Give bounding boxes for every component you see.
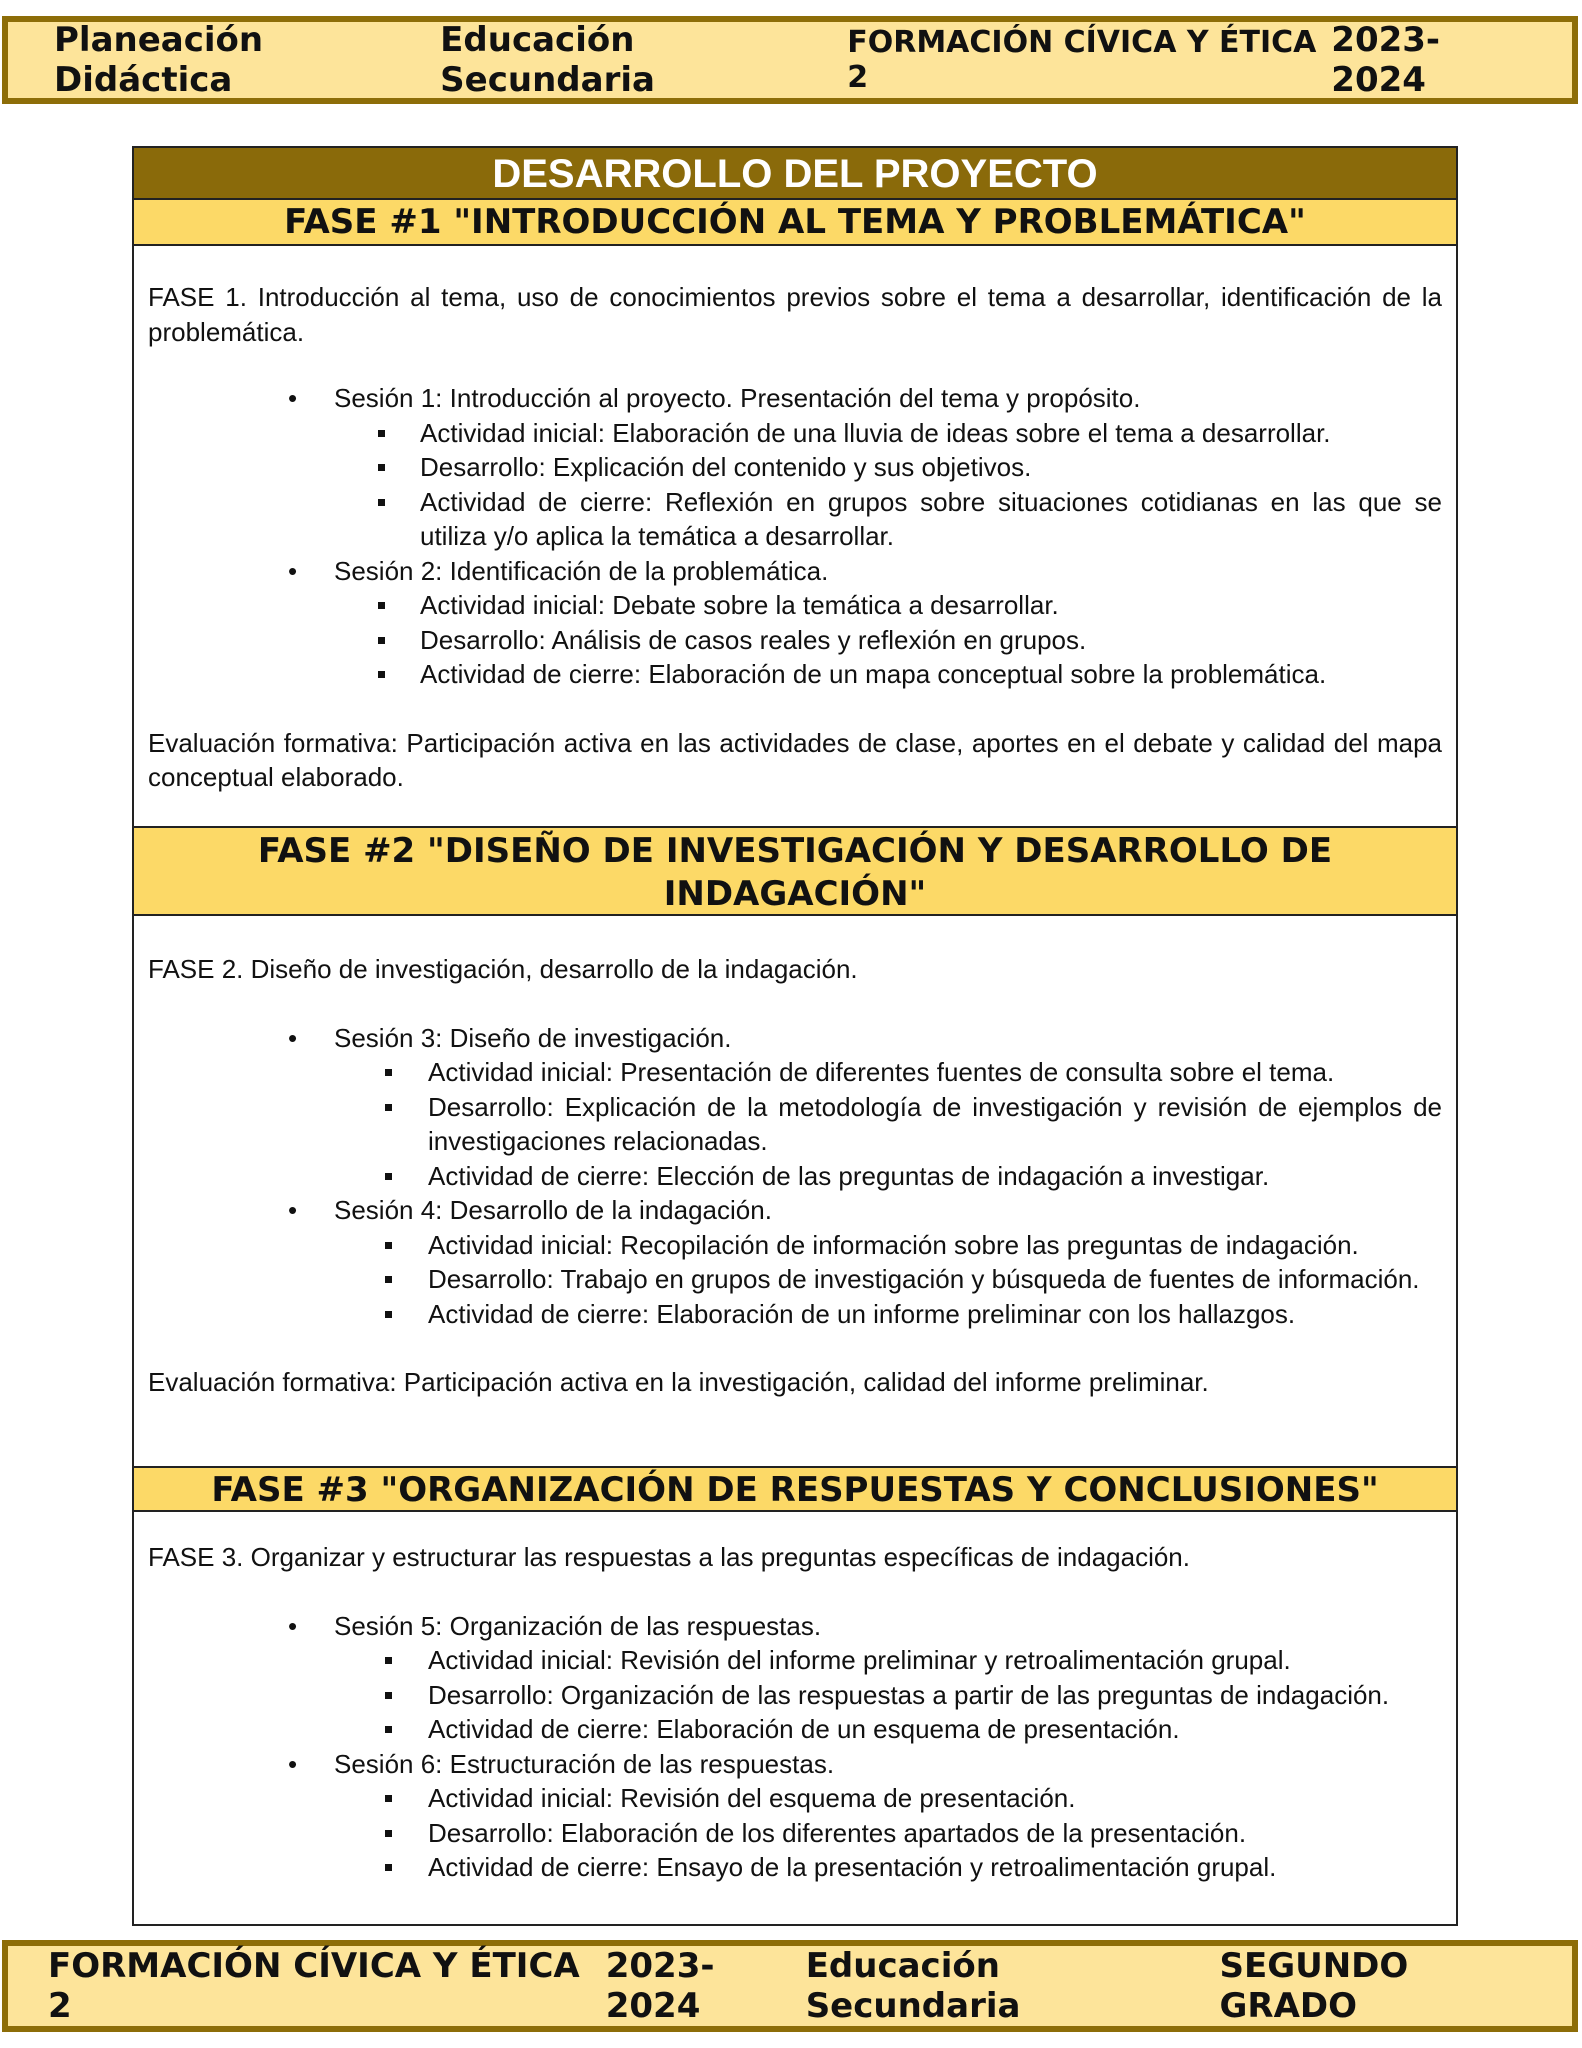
activity-item: Desarrollo: Explicación de la metodología de investigación y revisión de ejemplos de investigaciones relacionadas. [148, 1090, 1442, 1159]
activity-list [334, 588, 1442, 692]
footer-item: FORMACIÓN CÍVICA Y ÉTICA 2 [48, 1946, 580, 2026]
header-item: Planeación Didáctica [54, 20, 264, 100]
phase-heading [134, 200, 1456, 246]
footer-item: Educación Secundaria [805, 1946, 1021, 2026]
activity-item: Actividad inicial: Recopilación de información sobre las preguntas de indagación. [148, 1228, 1442, 1263]
activity-item: Actividad inicial: Elaboración de una lluvia de ideas sobre el tema a desarrollar. [148, 416, 1442, 451]
session-title: Sesión 3: Diseño de investigación. [334, 1022, 732, 1053]
activity-item: Desarrollo: Organización de las respuestas a partir de las preguntas de indagación. [148, 1678, 1442, 1713]
header-item: FORMACIÓN CÍVICA Y ÉTICA 2 [847, 25, 1317, 95]
phase-heading [134, 826, 1456, 916]
activity-item: Actividad de cierre: Ensayo de la presentación y retroalimentación grupal. [148, 1850, 1442, 1885]
footer-item: 2023-2024 [605, 1946, 715, 2026]
session-list [148, 381, 1442, 692]
phase-heading [134, 1466, 1456, 1512]
phase-evaluation: Evaluación formativa: Participación activa en la investigación, calidad del informe preliminar. [148, 1367, 1209, 1397]
session-item [148, 1747, 1442, 1885]
activity-list [334, 1055, 1442, 1193]
header-item: Educación Secundaria [440, 20, 655, 100]
phase-body [134, 1512, 1456, 1885]
phase-heading-line: FASE #3 "ORGANIZACIÓN DE RESPUESTAS Y CONCLUSIONES" [211, 1470, 1379, 1510]
session-title: Sesión 4: Desarrollo de la indagación. [334, 1195, 772, 1225]
session-item [148, 1193, 1442, 1331]
header-item: 2023-2024 [1331, 20, 1441, 100]
phase-intro: FASE 2. Diseño de investigación, desarrollo de la indagación. [148, 954, 858, 984]
phase-heading-line: FASE #2 "DISEÑO DE INVESTIGACIÓN Y DESARROLLO DE [257, 831, 1333, 871]
phase-intro: FASE 3. Organizar y estructurar las respuestas a las preguntas específicas de indagación. [148, 1542, 1190, 1572]
activity-item: Desarrollo: Análisis de casos reales y reflexión en grupos. [148, 623, 1442, 658]
activity-item: Actividad inicial: Debate sobre la temática a desarrollar. [148, 588, 1442, 623]
activity-item: Actividad de cierre: Reflexión en grupos sobre situaciones cotidianas en las que se utiliza y/o aplica la temática a desarrollar. [148, 485, 1442, 554]
phase-body [134, 246, 1456, 826]
phase-body [134, 916, 1456, 1466]
session-title: Sesión 6: Estructuración de las respuestas. [334, 1748, 835, 1779]
phase-heading-line: INDAGACIÓN" [663, 874, 927, 914]
document-title: DESARROLLO DEL PROYECTO [134, 148, 1456, 200]
header-banner [2, 16, 1578, 104]
footer-banner [2, 1940, 1578, 2032]
footer-item: SEGUNDO GRADO [1219, 1946, 1409, 2026]
session-list [148, 1609, 1442, 1885]
activity-item: Desarrollo: Elaboración de los diferentes apartados de la presentación. [148, 1816, 1442, 1851]
activity-item: Actividad de cierre: Elaboración de un informe preliminar con los hallazgos. [148, 1297, 1442, 1332]
session-item [148, 1021, 1442, 1194]
activity-item: Actividad de cierre: Elección de las preguntas de indagación a investigar. [148, 1159, 1442, 1194]
activity-item: Actividad inicial: Presentación de diferentes fuentes de consulta sobre el tema. [148, 1055, 1442, 1090]
session-title: Sesión 5: Organización de las respuestas. [334, 1610, 822, 1641]
activity-item: Actividad de cierre: Elaboración de un esquema de presentación. [148, 1712, 1442, 1747]
activity-item: Desarrollo: Explicación del contenido y sus objetivos. [148, 450, 1442, 485]
session-title: Sesión 2: Identificación de la problemática. [334, 555, 829, 586]
session-title: Sesión 1: Introducción al proyecto. Presentación del tema y propósito. [334, 383, 1141, 413]
activity-item: Actividad de cierre: Elaboración de un mapa conceptual sobre la problemática. [148, 657, 1442, 692]
activity-list [334, 1643, 1442, 1747]
activity-item: Actividad inicial: Revisión del esquema de presentación. [148, 1781, 1442, 1816]
activity-list [334, 1781, 1442, 1885]
session-item [148, 381, 1442, 554]
activity-list [334, 1228, 1442, 1332]
activity-item: Actividad inicial: Revisión del informe preliminar y retroalimentación grupal. [148, 1643, 1442, 1678]
activity-list [334, 416, 1442, 554]
session-item [148, 554, 1442, 692]
phase-intro: FASE 1. Introducción al tema, uso de conocimientos previos sobre el tema a desarrollar, identificación de la problemática. [148, 282, 1442, 347]
session-item [148, 1609, 1442, 1747]
session-list [148, 1021, 1442, 1332]
phase-heading-line: FASE #1 "INTRODUCCIÓN AL TEMA Y PROBLEMÁTICA" [284, 202, 1306, 242]
activity-item: Desarrollo: Trabajo en grupos de investigación y búsqueda de fuentes de información. [148, 1262, 1442, 1297]
phase-evaluation: Evaluación formativa: Participación activa en las actividades de clase, aportes en el debate y calidad del mapa conceptual elaborado. [148, 727, 1442, 792]
project-table [132, 146, 1458, 1926]
